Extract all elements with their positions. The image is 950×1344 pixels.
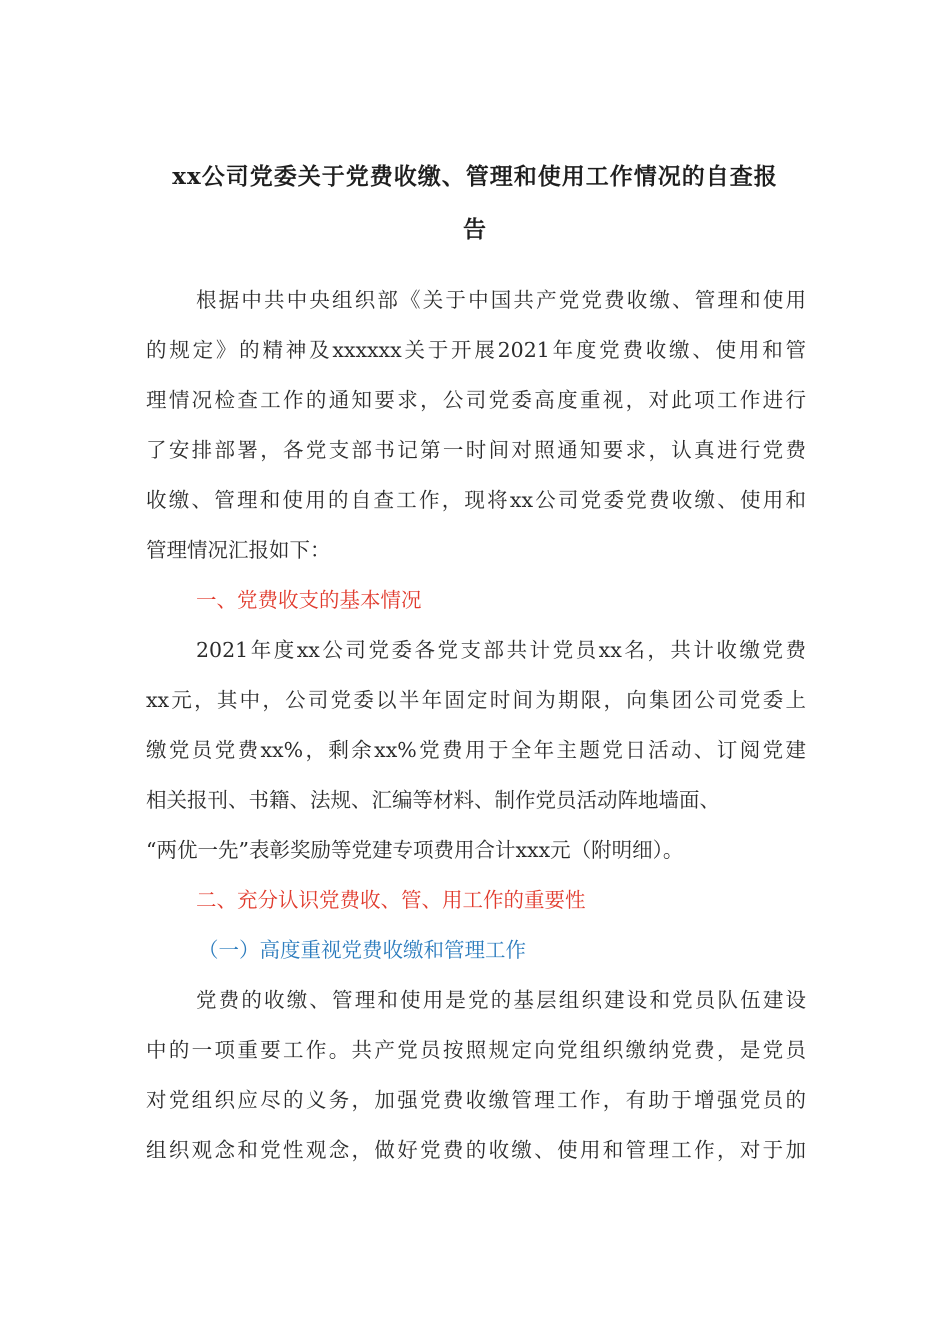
paragraph-2-line-5: “两优一先”表彰奖励等党建专项费用合计xxx元（附明细）。 [146,838,684,862]
title-line-1: xx公司党委关于党费收缴、管理和使用工作情况的自查报 [172,163,778,190]
section-heading-2: 二、充分认识党费收、管、用工作的重要性 [196,888,586,912]
title-line-2: 告 [463,216,487,243]
paragraph-1-line-5: 收缴、管理和使用的自查工作，现将xx公司党委党费收缴、使用和 [146,488,806,512]
paragraph-2-line-4: 相关报刊、书籍、法规、汇编等材料、制作党员活动阵地墙面、 [146,788,720,812]
paragraph-2-line-1: 2021年度xx公司党委各党支部共计党员xx名，共计收缴党费 [196,638,806,662]
paragraph-2-line-3: 缴党员党费xx%，剩余xx%党费用于全年主题党日活动、订阅党建 [146,738,806,762]
paragraph-2-line-2: xx元，其中，公司党委以半年固定时间为期限，向集团公司党委上 [146,688,806,712]
paragraph-1-line-3: 理情况检查工作的通知要求，公司党委高度重视，对此项工作进行 [146,388,806,412]
paragraph-3-line-1: 党费的收缴、管理和使用是党的基层组织建设和党员队伍建设 [196,988,806,1012]
paragraph-1-line-2: 的规定》的精神及xxxxxx关于开展2021年度党费收缴、使用和管 [146,338,806,362]
document-title [148,150,802,256]
section-heading-1: 一、党费收支的基本情况 [196,588,422,612]
paragraph-1-line-6: 管理情况汇报如下： [146,538,331,562]
paragraph-1-line-1: 根据中共中央组织部《关于中国共产党党费收缴、管理和使用 [196,288,806,312]
paragraph-3-line-2: 中的一项重要工作。共产党员按照规定向党组织缴纳党费，是党员 [146,1038,806,1062]
subsection-heading-1: （一）高度重视党费收缴和管理工作 [198,938,526,962]
paragraph-3-line-3: 对党组织应尽的义务，加强党费收缴管理工作，有助于增强党员的 [146,1088,806,1112]
paragraph-3-line-4: 组织观念和党性观念，做好党费的收缴、使用和管理工作，对于加 [146,1138,806,1162]
paragraph-1-line-4: 了安排部署，各党支部书记第一时间对照通知要求，认真进行党费 [146,438,806,462]
